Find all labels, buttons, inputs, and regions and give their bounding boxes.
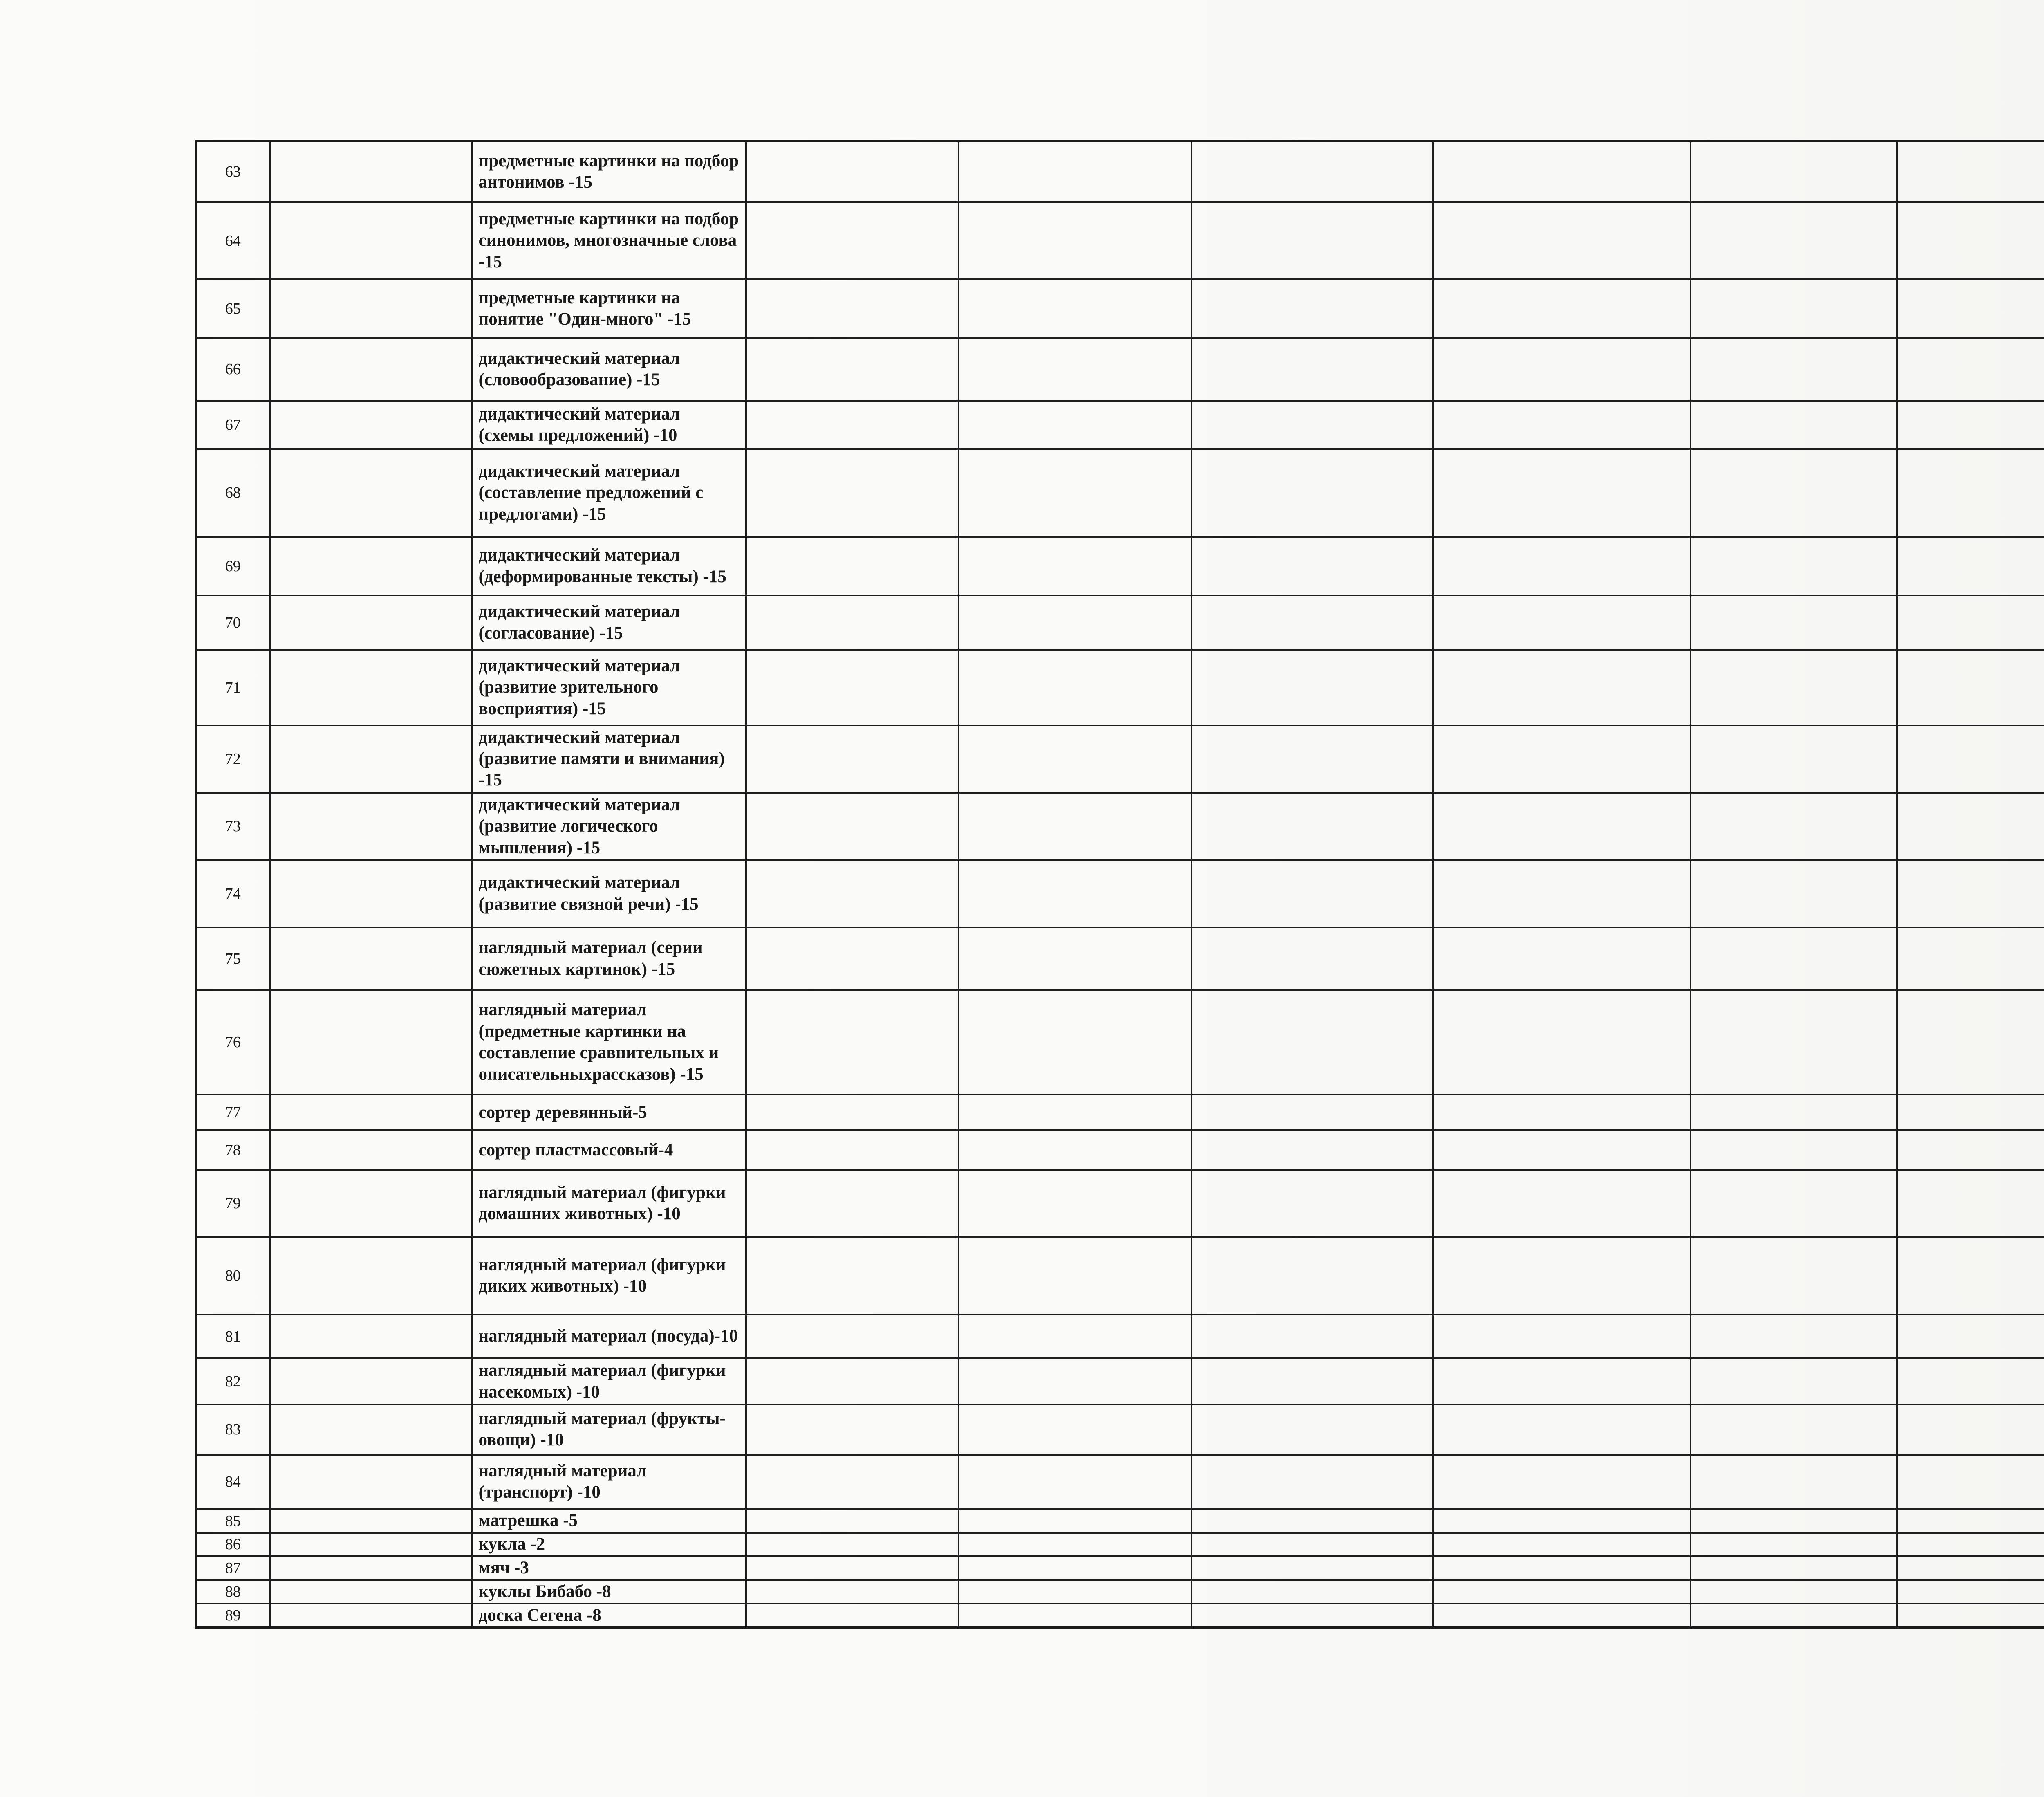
empty-cell xyxy=(1897,279,2044,338)
empty-cell xyxy=(1690,141,1897,202)
empty-cell xyxy=(1433,141,1690,202)
empty-cell xyxy=(1690,537,1897,595)
row-number: 70 xyxy=(196,595,270,650)
empty-cell xyxy=(1433,338,1690,401)
empty-cell xyxy=(1897,990,2044,1095)
empty-cell xyxy=(1690,1509,1897,1533)
empty-cell xyxy=(1192,1130,1433,1170)
row-number: 75 xyxy=(196,927,270,990)
empty-cell xyxy=(746,537,959,595)
row-number: 71 xyxy=(196,650,270,725)
item-description: дидактический материал (составление предложений с предлогами) -15 xyxy=(472,449,746,537)
empty-cell xyxy=(270,793,472,860)
empty-cell xyxy=(1192,1095,1433,1130)
empty-cell xyxy=(1690,990,1897,1095)
empty-cell xyxy=(1690,1533,1897,1557)
empty-cell xyxy=(1433,1604,1690,1628)
empty-cell xyxy=(959,1455,1192,1509)
empty-cell xyxy=(1433,1315,1690,1358)
empty-cell xyxy=(1433,1237,1690,1314)
empty-cell xyxy=(746,725,959,793)
empty-cell xyxy=(1433,1170,1690,1237)
empty-cell xyxy=(746,449,959,537)
empty-cell xyxy=(959,1315,1192,1358)
table-row xyxy=(196,1130,2044,1170)
row-number: 72 xyxy=(196,725,270,793)
empty-cell xyxy=(1433,1455,1690,1509)
table-row xyxy=(196,1358,2044,1404)
empty-cell xyxy=(959,338,1192,401)
row-number: 80 xyxy=(196,1237,270,1314)
empty-cell xyxy=(1192,1604,1433,1628)
empty-cell xyxy=(959,793,1192,860)
empty-cell xyxy=(1192,1533,1433,1557)
empty-cell xyxy=(270,1604,472,1628)
row-number: 77 xyxy=(196,1095,270,1130)
empty-cell xyxy=(746,1556,959,1580)
empty-cell xyxy=(1433,537,1690,595)
row-number: 65 xyxy=(196,279,270,338)
empty-cell xyxy=(270,1170,472,1237)
empty-cell xyxy=(270,725,472,793)
row-number: 68 xyxy=(196,449,270,537)
empty-cell xyxy=(1192,537,1433,595)
empty-cell xyxy=(1897,537,2044,595)
empty-cell xyxy=(270,1095,472,1130)
empty-cell xyxy=(746,1095,959,1130)
empty-cell xyxy=(1897,793,2044,860)
empty-cell xyxy=(1433,595,1690,650)
empty-cell xyxy=(1690,1556,1897,1580)
item-description: куклы Бибабо -8 xyxy=(472,1580,746,1604)
empty-cell xyxy=(270,990,472,1095)
item-description: наглядный материал (фигурки домашних животных) -10 xyxy=(472,1170,746,1237)
empty-cell xyxy=(746,1580,959,1604)
empty-cell xyxy=(270,1237,472,1314)
empty-cell xyxy=(1897,1130,2044,1170)
empty-cell xyxy=(746,401,959,449)
empty-cell xyxy=(959,1580,1192,1604)
table-row xyxy=(196,1533,2044,1557)
empty-cell xyxy=(1690,927,1897,990)
item-description: дидактический материал (развитие памяти и внимания) -15 xyxy=(472,725,746,793)
empty-cell xyxy=(1690,1130,1897,1170)
empty-cell xyxy=(1897,1556,2044,1580)
empty-cell xyxy=(1897,1237,2044,1314)
item-description: сортер пластмассовый-4 xyxy=(472,1130,746,1170)
empty-cell xyxy=(1690,860,1897,927)
empty-cell xyxy=(1690,1315,1897,1358)
empty-cell xyxy=(1897,927,2044,990)
empty-cell xyxy=(270,449,472,537)
empty-cell xyxy=(959,1533,1192,1557)
empty-cell xyxy=(1192,650,1433,725)
item-description: кукла -2 xyxy=(472,1533,746,1557)
empty-cell xyxy=(1690,1455,1897,1509)
empty-cell xyxy=(1192,927,1433,990)
table-row xyxy=(196,449,2044,537)
empty-cell xyxy=(1690,1358,1897,1404)
empty-cell xyxy=(270,1358,472,1404)
empty-cell xyxy=(959,1095,1192,1130)
empty-cell xyxy=(746,1604,959,1628)
table-row xyxy=(196,537,2044,595)
empty-cell xyxy=(1192,1170,1433,1237)
item-description: сортер деревянный-5 xyxy=(472,1095,746,1130)
row-number: 79 xyxy=(196,1170,270,1237)
item-description: наглядный материал (фигурки диких животных) -10 xyxy=(472,1237,746,1314)
empty-cell xyxy=(1192,793,1433,860)
empty-cell xyxy=(746,1130,959,1170)
table-row xyxy=(196,1604,2044,1628)
table-row xyxy=(196,1556,2044,1580)
item-description: предметные картинки на подбор антонимов -15 xyxy=(472,141,746,202)
empty-cell xyxy=(270,537,472,595)
item-description: наглядный материал (посуда)-10 xyxy=(472,1315,746,1358)
row-number: 83 xyxy=(196,1404,270,1455)
item-description: наглядный материал (предметные картинки на составление сравнительных и описательныхрассказов) -15 xyxy=(472,990,746,1095)
item-description: доска Сегена -8 xyxy=(472,1604,746,1628)
empty-cell xyxy=(1897,1095,2044,1130)
empty-cell xyxy=(1690,338,1897,401)
empty-cell xyxy=(1897,401,2044,449)
empty-cell xyxy=(1897,1315,2044,1358)
empty-cell xyxy=(1897,1580,2044,1604)
empty-cell xyxy=(1690,793,1897,860)
table-row xyxy=(196,401,2044,449)
row-number: 64 xyxy=(196,202,270,279)
empty-cell xyxy=(1897,1533,2044,1557)
item-description: мяч -3 xyxy=(472,1556,746,1580)
table-row xyxy=(196,793,2044,860)
empty-cell xyxy=(746,1509,959,1533)
empty-cell xyxy=(270,927,472,990)
table-row xyxy=(196,1170,2044,1237)
empty-cell xyxy=(270,595,472,650)
row-number: 76 xyxy=(196,990,270,1095)
empty-cell xyxy=(1192,279,1433,338)
table-row xyxy=(196,860,2044,927)
item-description: дидактический материал (развитие зрительного восприятия) -15 xyxy=(472,650,746,725)
empty-cell xyxy=(270,141,472,202)
empty-cell xyxy=(270,1455,472,1509)
empty-cell xyxy=(270,1130,472,1170)
empty-cell xyxy=(746,279,959,338)
empty-cell xyxy=(746,1315,959,1358)
empty-cell xyxy=(270,338,472,401)
table-body xyxy=(196,141,2044,1628)
table-row xyxy=(196,1095,2044,1130)
empty-cell xyxy=(746,338,959,401)
empty-cell xyxy=(1433,1130,1690,1170)
table-row xyxy=(196,279,2044,338)
row-number: 73 xyxy=(196,793,270,860)
empty-cell xyxy=(746,202,959,279)
empty-cell xyxy=(1192,1237,1433,1314)
empty-cell xyxy=(1192,990,1433,1095)
empty-cell xyxy=(270,1533,472,1557)
empty-cell xyxy=(746,1237,959,1314)
empty-cell xyxy=(1897,141,2044,202)
empty-cell xyxy=(270,401,472,449)
empty-cell xyxy=(1192,1556,1433,1580)
table-row xyxy=(196,927,2044,990)
empty-cell xyxy=(746,141,959,202)
empty-cell xyxy=(1433,1358,1690,1404)
empty-cell xyxy=(1433,860,1690,927)
empty-cell xyxy=(1690,1404,1897,1455)
empty-cell xyxy=(1433,1556,1690,1580)
empty-cell xyxy=(959,927,1192,990)
empty-cell xyxy=(270,1315,472,1358)
table-row xyxy=(196,1509,2044,1533)
item-description: наглядный материал (серии сюжетных картинок) -15 xyxy=(472,927,746,990)
empty-cell xyxy=(746,1170,959,1237)
empty-cell xyxy=(1690,449,1897,537)
empty-cell xyxy=(1433,650,1690,725)
empty-cell xyxy=(270,1556,472,1580)
empty-cell xyxy=(1192,1358,1433,1404)
item-description: матрешка -5 xyxy=(472,1509,746,1533)
empty-cell xyxy=(1897,202,2044,279)
empty-cell xyxy=(1690,1170,1897,1237)
empty-cell xyxy=(959,990,1192,1095)
empty-cell xyxy=(746,1404,959,1455)
item-description: наглядный материал (транспорт) -10 xyxy=(472,1455,746,1509)
row-number: 69 xyxy=(196,537,270,595)
row-number: 74 xyxy=(196,860,270,927)
inventory-table xyxy=(195,140,2044,1629)
empty-cell xyxy=(1897,1170,2044,1237)
empty-cell xyxy=(1192,1509,1433,1533)
empty-cell xyxy=(1690,1604,1897,1628)
table-row xyxy=(196,141,2044,202)
empty-cell xyxy=(1192,725,1433,793)
row-number: 87 xyxy=(196,1556,270,1580)
empty-cell xyxy=(746,927,959,990)
empty-cell xyxy=(959,725,1192,793)
empty-cell xyxy=(959,1237,1192,1314)
table-row xyxy=(196,1237,2044,1314)
empty-cell xyxy=(270,650,472,725)
table-row xyxy=(196,1580,2044,1604)
row-number: 88 xyxy=(196,1580,270,1604)
empty-cell xyxy=(1192,1580,1433,1604)
row-number: 67 xyxy=(196,401,270,449)
empty-cell xyxy=(746,793,959,860)
empty-cell xyxy=(1897,595,2044,650)
empty-cell xyxy=(1433,1095,1690,1130)
empty-cell xyxy=(1897,449,2044,537)
table-row xyxy=(196,202,2044,279)
empty-cell xyxy=(959,141,1192,202)
table-row xyxy=(196,338,2044,401)
empty-cell xyxy=(1897,1604,2044,1628)
empty-cell xyxy=(1192,860,1433,927)
empty-cell xyxy=(959,449,1192,537)
empty-cell xyxy=(959,860,1192,927)
empty-cell xyxy=(1690,1580,1897,1604)
empty-cell xyxy=(1433,279,1690,338)
empty-cell xyxy=(1192,1315,1433,1358)
table-row xyxy=(196,1455,2044,1509)
row-number: 81 xyxy=(196,1315,270,1358)
table-row xyxy=(196,1404,2044,1455)
empty-cell xyxy=(746,1533,959,1557)
empty-cell xyxy=(746,990,959,1095)
empty-cell xyxy=(746,595,959,650)
item-description: предметные картинки на понятие "Один-много" -15 xyxy=(472,279,746,338)
row-number: 86 xyxy=(196,1533,270,1557)
empty-cell xyxy=(1192,202,1433,279)
empty-cell xyxy=(270,279,472,338)
empty-cell xyxy=(270,860,472,927)
empty-cell xyxy=(959,1509,1192,1533)
empty-cell xyxy=(1690,595,1897,650)
item-description: наглядный материал (фрукты-овощи) -10 xyxy=(472,1404,746,1455)
empty-cell xyxy=(746,1455,959,1509)
empty-cell xyxy=(1897,1358,2044,1404)
empty-cell xyxy=(1433,927,1690,990)
empty-cell xyxy=(1690,401,1897,449)
item-description: дидактический материал (согласование) -15 xyxy=(472,595,746,650)
empty-cell xyxy=(1897,1509,2044,1533)
empty-cell xyxy=(270,1509,472,1533)
row-number: 78 xyxy=(196,1130,270,1170)
empty-cell xyxy=(1897,1404,2044,1455)
empty-cell xyxy=(746,650,959,725)
table-row xyxy=(196,990,2044,1095)
row-number: 82 xyxy=(196,1358,270,1404)
empty-cell xyxy=(1897,725,2044,793)
empty-cell xyxy=(270,202,472,279)
empty-cell xyxy=(1690,202,1897,279)
empty-cell xyxy=(959,1358,1192,1404)
table-row xyxy=(196,650,2044,725)
empty-cell xyxy=(1433,1580,1690,1604)
empty-cell xyxy=(746,1358,959,1404)
empty-cell xyxy=(959,279,1192,338)
table-row xyxy=(196,1315,2044,1358)
empty-cell xyxy=(959,1170,1192,1237)
empty-cell xyxy=(959,202,1192,279)
empty-cell xyxy=(959,1556,1192,1580)
empty-cell xyxy=(1433,1509,1690,1533)
row-number: 84 xyxy=(196,1455,270,1509)
empty-cell xyxy=(1192,401,1433,449)
empty-cell xyxy=(959,1604,1192,1628)
table-row xyxy=(196,595,2044,650)
empty-cell xyxy=(1433,1404,1690,1455)
empty-cell xyxy=(1192,141,1433,202)
item-description: наглядный материал (фигурки насекомых) -10 xyxy=(472,1358,746,1404)
row-number: 63 xyxy=(196,141,270,202)
empty-cell xyxy=(746,860,959,927)
empty-cell xyxy=(1433,401,1690,449)
empty-cell xyxy=(1897,1455,2044,1509)
item-description: дидактический материал (развитие связной речи) -15 xyxy=(472,860,746,927)
item-description: дидактический материал (словообразование) -15 xyxy=(472,338,746,401)
empty-cell xyxy=(270,1404,472,1455)
empty-cell xyxy=(1897,650,2044,725)
empty-cell xyxy=(1192,449,1433,537)
empty-cell xyxy=(1690,1237,1897,1314)
empty-cell xyxy=(1433,202,1690,279)
empty-cell xyxy=(959,1130,1192,1170)
empty-cell xyxy=(1690,650,1897,725)
empty-cell xyxy=(1897,860,2044,927)
item-description: дидактический материал (схемы предложений) -10 xyxy=(472,401,746,449)
empty-cell xyxy=(1897,338,2044,401)
empty-cell xyxy=(1433,725,1690,793)
item-description: дидактический материал (развитие логического мышления) -15 xyxy=(472,793,746,860)
row-number: 89 xyxy=(196,1604,270,1628)
empty-cell xyxy=(959,537,1192,595)
empty-cell xyxy=(1192,1455,1433,1509)
row-number: 85 xyxy=(196,1509,270,1533)
row-number: 66 xyxy=(196,338,270,401)
item-description: дидактический материал (деформированные тексты) -15 xyxy=(472,537,746,595)
empty-cell xyxy=(959,1404,1192,1455)
empty-cell xyxy=(959,401,1192,449)
empty-cell xyxy=(1433,449,1690,537)
table-row xyxy=(196,725,2044,793)
empty-cell xyxy=(1433,990,1690,1095)
empty-cell xyxy=(959,650,1192,725)
empty-cell xyxy=(959,595,1192,650)
empty-cell xyxy=(270,1580,472,1604)
empty-cell xyxy=(1433,793,1690,860)
empty-cell xyxy=(1690,1095,1897,1130)
item-description: предметные картинки на подбор синонимов, многозначные слова -15 xyxy=(472,202,746,279)
empty-cell xyxy=(1690,725,1897,793)
empty-cell xyxy=(1433,1533,1690,1557)
empty-cell xyxy=(1192,595,1433,650)
empty-cell xyxy=(1690,279,1897,338)
empty-cell xyxy=(1192,338,1433,401)
empty-cell xyxy=(1192,1404,1433,1455)
